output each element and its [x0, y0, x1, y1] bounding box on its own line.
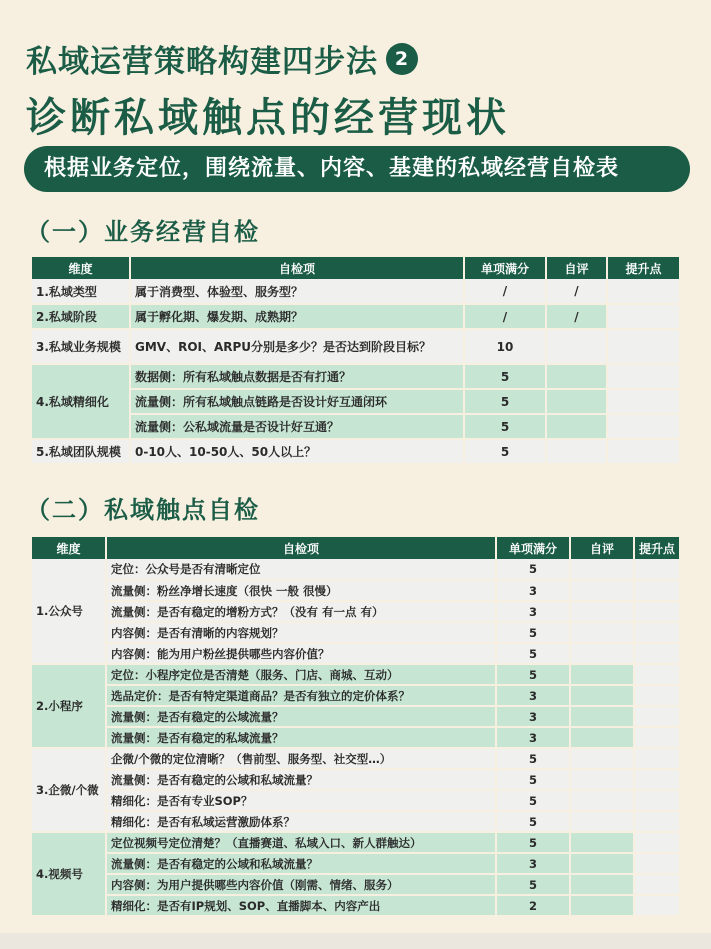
col-header-item: 自检项 [106, 537, 496, 559]
col-header-max-score: 单项满分 [496, 537, 570, 559]
max-score-cell: 5 [496, 790, 570, 811]
self-score-cell[interactable] [570, 748, 634, 769]
col-header-max-score: 单项满分 [464, 257, 546, 279]
table-row [32, 748, 679, 769]
item-cell: 选品定价：是否有特定渠道商品？是否有独立的定价体系？ [106, 685, 496, 706]
improvement-cell[interactable] [607, 364, 679, 389]
table-row [32, 895, 679, 916]
max-score-cell: 3 [496, 601, 570, 622]
footer-strip [0, 933, 711, 949]
max-score-cell: 5 [496, 643, 570, 664]
max-score-cell: 5 [496, 559, 570, 580]
table-row [32, 364, 679, 389]
subtitle-banner: 根据业务定位，围绕流量、内容、基建的私域经营自检表 [24, 146, 690, 192]
dimension-cell: 1.公众号 [32, 559, 106, 664]
improvement-cell[interactable] [607, 439, 679, 464]
table-row [32, 601, 679, 622]
table-row [32, 414, 679, 439]
table-row [32, 874, 679, 895]
self-score-cell[interactable] [546, 439, 607, 464]
self-score-cell[interactable] [546, 364, 607, 389]
item-cell: 数据侧：所有私域触点数据是否有打通？ [130, 364, 464, 389]
improvement-cell[interactable] [607, 329, 679, 364]
section2-title: （二）私域触点自检 [26, 496, 260, 524]
table-row [32, 664, 679, 685]
self-score-cell[interactable] [570, 853, 634, 874]
item-cell: 定位：小程序定位是否清楚（服务、门店、商城、互动） [106, 664, 496, 685]
max-score-cell: 3 [496, 580, 570, 601]
improvement-cell[interactable] [607, 304, 679, 329]
col-header-self-score: 自评 [570, 537, 634, 559]
self-score-cell[interactable] [570, 559, 634, 580]
item-cell: 属于消费型、体验型、服务型？ [130, 279, 464, 304]
dimension-cell: 5.私域团队规模 [32, 439, 130, 464]
improvement-cell[interactable] [634, 811, 679, 832]
col-header-improvement: 提升点 [634, 537, 679, 559]
col-header-item: 自检项 [130, 257, 464, 279]
item-cell: GMV、ROI、ARPU分别是多少？是否达到阶段目标？ [130, 329, 464, 364]
table-row [32, 706, 679, 727]
max-score-cell: 3 [496, 685, 570, 706]
item-cell: 内容侧：能为用户粉丝提供哪些内容价值？ [106, 643, 496, 664]
self-score-cell[interactable] [570, 643, 634, 664]
item-cell: 流量侧：粉丝净增长速度（很快 一般 很慢） [106, 580, 496, 601]
self-score-cell[interactable] [570, 685, 634, 706]
table-row [32, 643, 679, 664]
improvement-cell[interactable] [634, 832, 679, 853]
dimension-cell: 1.私域类型 [32, 279, 130, 304]
improvement-cell[interactable] [634, 748, 679, 769]
self-score-cell[interactable] [546, 329, 607, 364]
self-score-cell[interactable] [570, 874, 634, 895]
table-row [32, 853, 679, 874]
dimension-cell: 4.视频号 [32, 832, 106, 916]
max-score-cell: 5 [496, 622, 570, 643]
max-score-cell: 5 [464, 389, 546, 414]
item-cell: 流量侧：是否有稳定的私域流量？ [106, 727, 496, 748]
self-score-cell[interactable] [570, 832, 634, 853]
dimension-cell: 2.小程序 [32, 664, 106, 748]
max-score-cell: 5 [496, 811, 570, 832]
self-score-cell[interactable] [570, 601, 634, 622]
step-badge: 2 [386, 43, 418, 75]
table-row [32, 389, 679, 414]
table-row [32, 832, 679, 853]
max-score-cell: 10 [464, 329, 546, 364]
table-row [32, 622, 679, 643]
business-checklist-table [32, 257, 679, 465]
max-score-cell: 5 [464, 414, 546, 439]
max-score-cell: 3 [496, 727, 570, 748]
table-row [32, 769, 679, 790]
col-header-dimension: 维度 [32, 537, 106, 559]
max-score-cell: / [464, 304, 546, 329]
item-cell: 流量侧：是否有稳定的公域和私域流量？ [106, 853, 496, 874]
col-header-self-score: 自评 [546, 257, 607, 279]
improvement-cell[interactable] [634, 580, 679, 601]
item-cell: 精细化：是否有私域运营激励体系？ [106, 811, 496, 832]
table-header-row [32, 257, 679, 279]
item-cell: 流量侧：是否有稳定的公域和私域流量？ [106, 769, 496, 790]
table-row [32, 790, 679, 811]
item-cell: 内容侧：是否有清晰的内容规划？ [106, 622, 496, 643]
improvement-cell[interactable] [607, 389, 679, 414]
table-row [32, 329, 679, 364]
max-score-cell: 3 [496, 706, 570, 727]
self-score-cell[interactable]: / [546, 279, 607, 304]
item-cell: 精细化：是否有专业SOP？ [106, 790, 496, 811]
max-score-cell: 5 [496, 874, 570, 895]
self-score-cell[interactable] [570, 622, 634, 643]
improvement-cell[interactable] [634, 790, 679, 811]
dimension-cell: 2.私域阶段 [32, 304, 130, 329]
table-row [32, 727, 679, 748]
improvement-cell[interactable] [634, 895, 679, 916]
item-cell: 属于孵化期、爆发期、成熟期？ [130, 304, 464, 329]
table-header-row [32, 537, 679, 559]
table-row [32, 580, 679, 601]
table-row [32, 811, 679, 832]
dimension-cell: 3.企微/个微 [32, 748, 106, 832]
item-cell: 流量侧：所有私域触点链路是否设计好互通闭环 [130, 389, 464, 414]
max-score-cell: 5 [496, 832, 570, 853]
item-cell: 流量侧：公私域流量是否设计好互通？ [130, 414, 464, 439]
dimension-cell: 4.私域精细化 [32, 364, 130, 439]
max-score-cell: / [464, 279, 546, 304]
item-cell: 定位视频号定位清楚？（直播赛道、私域入口、新人群触达） [106, 832, 496, 853]
self-score-cell[interactable] [570, 790, 634, 811]
item-cell: 精细化：是否有IP规划、SOP、直播脚本、内容产出 [106, 895, 496, 916]
max-score-cell: 5 [496, 664, 570, 685]
col-header-improvement: 提升点 [607, 257, 679, 279]
series-title: 私域运营策略构建四步法 [26, 44, 378, 80]
self-score-cell[interactable] [570, 706, 634, 727]
max-score-cell: 5 [496, 748, 570, 769]
self-score-cell[interactable] [570, 811, 634, 832]
item-cell: 0-10人、10-50人、50人以上？ [130, 439, 464, 464]
table-row [32, 279, 679, 304]
page-title-line1 [26, 36, 418, 81]
max-score-cell: 3 [496, 853, 570, 874]
max-score-cell: 5 [464, 439, 546, 464]
item-cell: 定位：公众号是否有清晰定位 [106, 559, 496, 580]
dimension-cell: 3.私域业务规模 [32, 329, 130, 364]
self-score-cell[interactable] [570, 580, 634, 601]
self-score-cell[interactable] [570, 727, 634, 748]
table-row [32, 439, 679, 464]
improvement-cell[interactable] [634, 769, 679, 790]
max-score-cell: 5 [464, 364, 546, 389]
self-score-cell[interactable] [570, 895, 634, 916]
max-score-cell: 5 [496, 769, 570, 790]
improvement-cell[interactable] [634, 853, 679, 874]
improvement-cell[interactable] [634, 706, 679, 727]
table-row [32, 685, 679, 706]
improvement-cell[interactable] [634, 559, 679, 580]
max-score-cell: 2 [496, 895, 570, 916]
page-title-line2: 诊断私域触点的经营现状 [26, 95, 510, 141]
self-score-cell[interactable] [546, 414, 607, 439]
touchpoint-checklist-table [32, 537, 679, 917]
self-score-cell[interactable]: / [546, 304, 607, 329]
self-score-cell[interactable] [570, 664, 634, 685]
improvement-cell[interactable] [634, 685, 679, 706]
item-cell: 流量侧：是否有稳定的增粉方式？（没有 有一点 有） [106, 601, 496, 622]
improvement-cell[interactable] [607, 414, 679, 439]
col-header-dimension: 维度 [32, 257, 130, 279]
improvement-cell[interactable] [634, 601, 679, 622]
improvement-cell[interactable] [634, 874, 679, 895]
improvement-cell[interactable] [634, 622, 679, 643]
improvement-cell[interactable] [634, 727, 679, 748]
self-score-cell[interactable] [546, 389, 607, 414]
item-cell: 流量侧：是否有稳定的公域流量？ [106, 706, 496, 727]
improvement-cell[interactable] [634, 664, 679, 685]
table-row [32, 304, 679, 329]
improvement-cell[interactable] [607, 279, 679, 304]
item-cell: 企微/个微的定位清晰？（售前型、服务型、社交型…） [106, 748, 496, 769]
table-row [32, 559, 679, 580]
self-score-cell[interactable] [570, 769, 634, 790]
section1-title: （一）业务经营自检 [26, 218, 260, 246]
item-cell: 内容侧：为用户提供哪些内容价值（刚需、情绪、服务） [106, 874, 496, 895]
improvement-cell[interactable] [634, 643, 679, 664]
